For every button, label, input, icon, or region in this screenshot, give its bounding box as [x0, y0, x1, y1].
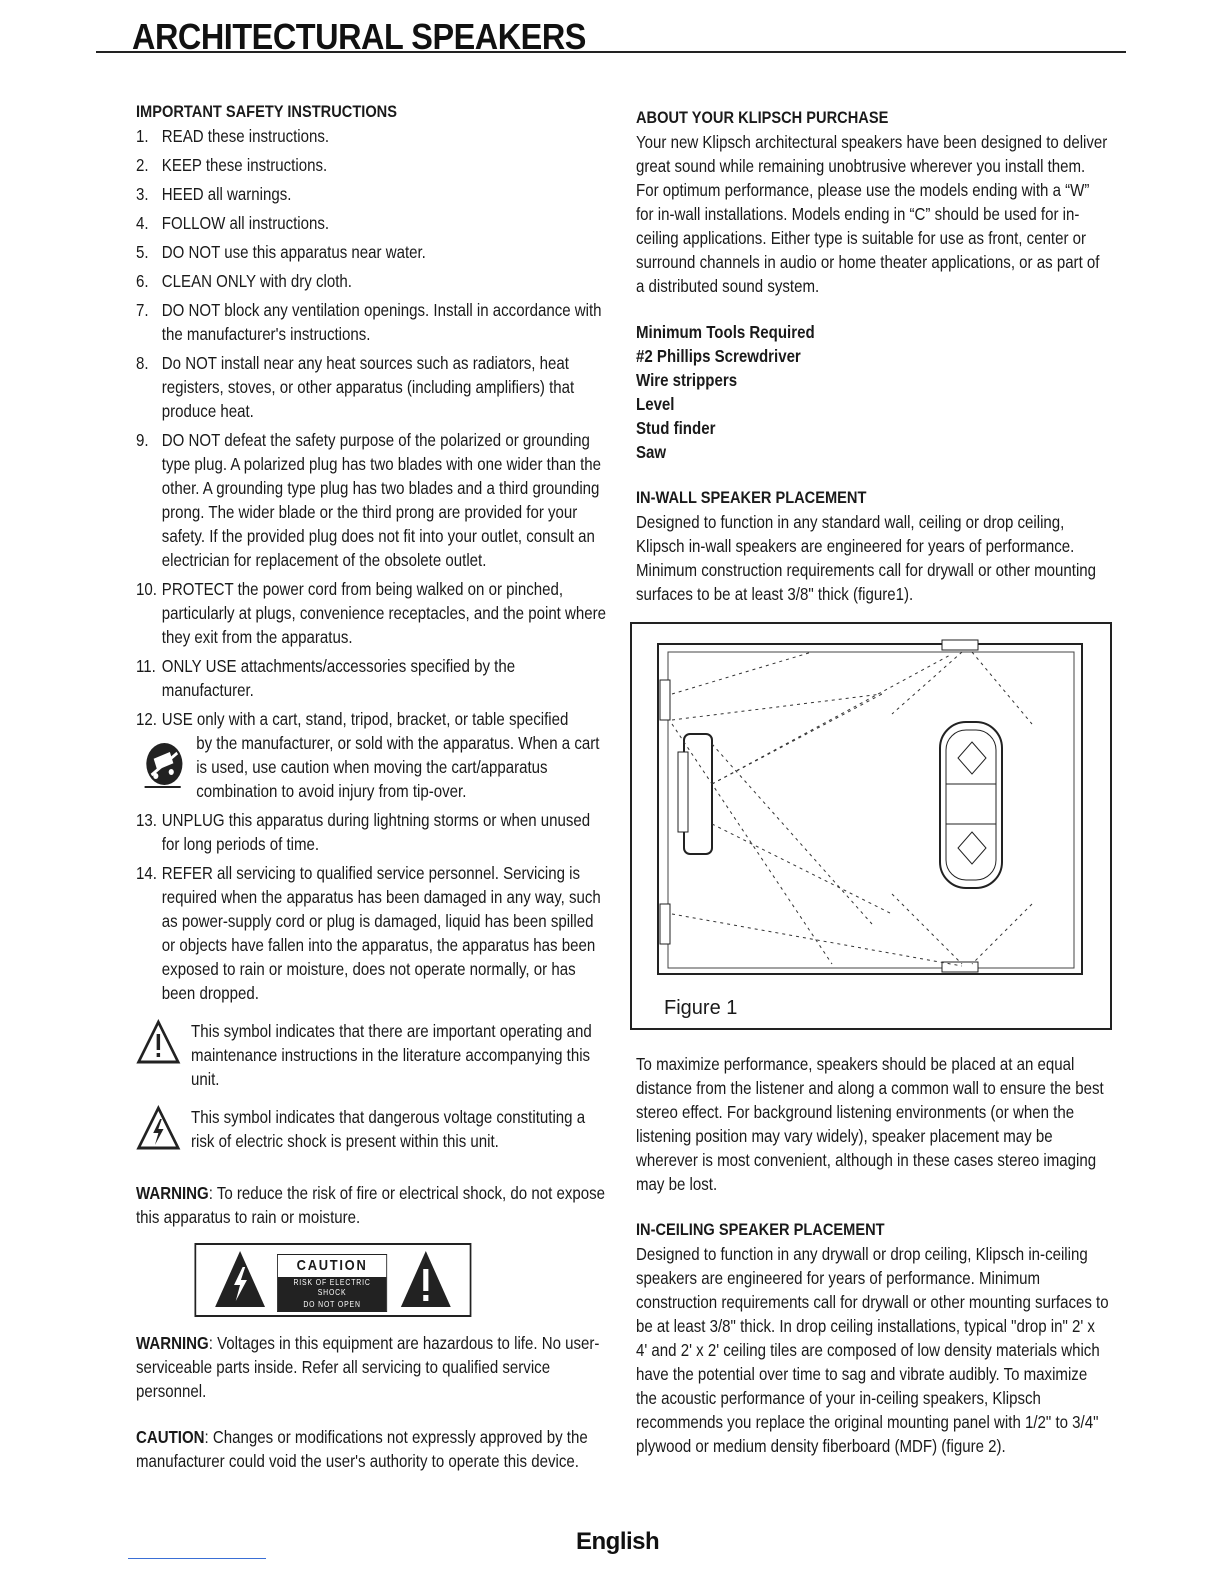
warning-triangle-icon — [136, 1019, 191, 1091]
list-item: Level — [636, 394, 675, 414]
list-item: Stud finder — [636, 418, 716, 438]
symbol-bolt-text: This symbol indicates that dangerous voltage constituting a risk of electric shock is present within this unit. — [191, 1107, 586, 1151]
inwall-text: Designed to function in any standard wall, ceiling or drop ceiling, Klipsch in-wall speakers are engineered for years of performance. Minimum construction requirements call for drywall or other mounting surfaces to be at least 3/8" thick (figure1). — [636, 512, 1097, 604]
footer-rule — [128, 1558, 266, 1559]
electric-shock-triangle-icon — [136, 1105, 191, 1157]
page-title: ARCHITECTURAL SPEAKERS — [132, 16, 586, 57]
list-item: 9. DO NOT defeat the safety purpose of the polarized or grounding type plug. A polarized plug has two blades with one wider than the other. A grounding type plug has two blades and a third grounding prong. The wider blade or the third prong are provided for your safety. If the provided plug does not fit into your outlet, consult an electrician for replacement of the obsolete outlet. — [136, 430, 602, 570]
about-text: Your new Klipsch architectural speakers have been designed to deliver great sound while remaining unobtrusive wherever you install them. For optimum performance, please use the models ending with a “W” for in-wall installations. Models ending in “C” should be used for in-ceiling applications. Either type is suitable for use as front, center or surround channels in audio or home theater applications, or as part of a distributed sound system. — [636, 132, 1108, 296]
item12-continued: by the manufacturer, or sold with the apparatus. When a cart is used, use caution when moving the cart/apparatus combination to avoid injury from tip-over. — [196, 733, 600, 801]
figure-1 — [630, 622, 1112, 1030]
list-item: 10. PROTECT the power cord from being walked on or pinched, particularly at plugs, convenience receptacles, and the point where they exit from the apparatus. — [136, 579, 607, 647]
right-column — [636, 100, 1111, 606]
list-item: #2 Phillips Screwdriver — [636, 346, 801, 366]
right-column-lower — [636, 1052, 1111, 1458]
safety-list — [136, 124, 610, 1005]
list-item: 14. REFER all servicing to qualified service personnel. Servicing is required when the apparatus has been damaged in any way, such as power-supply cord or plug is damaged, liquid has been spilled or objects have fallen into the apparatus, the apparatus has been exposed to rain or moisture, does not operate normally, or has been dropped. — [136, 863, 601, 1003]
footer-language: English — [576, 1528, 660, 1555]
symbol-exclaim-text: This symbol indicates that there are important operating and maintenance instructions in the literature accompanying this unit. — [191, 1021, 592, 1089]
placement-text: To maximize performance, speakers should be placed at an equal distance from the listener and along a common wall to ensure the best stereo effect. For background listening environments (or when the listening position may vary widely), speaker placement may be wherever is most convenient, although in these cases stereo imaging may be lost. — [636, 1054, 1104, 1194]
list-item: 11. ONLY USE attachments/accessories specified by the manufacturer. — [136, 656, 516, 700]
list-item: 2. KEEP these instructions. — [136, 155, 328, 175]
left-column — [136, 100, 611, 1473]
list-item: 13. UNPLUG this apparatus during lightning storms or when unused for long periods of time. — [136, 810, 591, 854]
caution-label-box — [194, 1243, 471, 1317]
list-item: 6. CLEAN ONLY with dry cloth. — [136, 271, 352, 291]
safety-heading: IMPORTANT SAFETY INSTRUCTIONS — [136, 102, 398, 121]
list-item: 12. USE only with a cart, stand, tripod, bracket, or table specified by the manufacturer, or sold with the apparatus. When a cart is used, use caution when moving the cart/apparatus combination to avoid injury from tip-over. — [136, 707, 610, 803]
shock-triangle-icon — [213, 1249, 266, 1309]
list-item: 3. HEED all warnings. — [136, 184, 292, 204]
exclamation-triangle-icon — [399, 1249, 452, 1309]
list-item: 5. DO NOT use this apparatus near water. — [136, 242, 426, 262]
title-rule — [96, 51, 1126, 53]
list-item: 7. DO NOT block any ventilation openings. Install in accordance with the manufacturer's instructions. — [136, 300, 602, 344]
symbol-bolt-row — [136, 1105, 610, 1157]
figure-caption: Figure 1 — [664, 997, 738, 1019]
inwall-heading: IN-WALL SPEAKER PLACEMENT — [636, 488, 867, 507]
list-item: Wire strippers — [636, 370, 738, 390]
tools-list — [636, 320, 1110, 464]
list-item: Saw — [636, 442, 667, 462]
symbol-exclaim-row — [136, 1019, 610, 1091]
list-item: 1. READ these instructions. — [136, 126, 330, 146]
tools-heading: Minimum Tools Required — [636, 322, 815, 342]
inceiling-text: Designed to function in any drywall or drop ceiling, Klipsch in-ceiling speakers are engineered for years of performance. Minimum construction requirements call for drywall or other mounting surfaces to be at least 3/8" thick. In drop ceiling installations, typical "drop in" 2' x 4' and 2' x 2' ceiling tiles are composed of low density materials which have the potential over time to sag and vibrate audibly. To maximize the acoustic performance of your in-ceiling speakers, Klipsch recommends you replace the original mounting panel with 1/2" to 3/4" plywood or medium density fiberboard (MDF) (figure 2). — [636, 1244, 1109, 1456]
cart-warning-icon — [136, 731, 196, 803]
caution-sign: CAUTION RISK OF ELECTRIC SHOCK DO NOT OPEN — [277, 1254, 387, 1312]
inceiling-heading: IN-CEILING SPEAKER PLACEMENT — [636, 1220, 885, 1239]
list-item: 8. Do NOT install near any heat sources such as radiators, heat registers, stoves, or other apparatus (including amplifiers) that produce heat. — [136, 353, 575, 421]
room-layout-diagram — [632, 624, 1110, 1028]
about-heading: ABOUT YOUR KLIPSCH PURCHASE — [636, 108, 889, 127]
caution-modifications: CAUTION: Changes or modifications not expressly approved by the manufacturer could void the user's authority to operate this device. — [136, 1427, 588, 1471]
list-item: 4. FOLLOW all instructions. — [136, 213, 330, 233]
warning-voltage: WARNING: Voltages in this equipment are hazardous to life. No user-serviceable parts inside. Refer all servicing to qualified service personnel. — [136, 1333, 600, 1401]
warning-fire: WARNING: To reduce the risk of fire or electrical shock, do not expose this apparatus to rain or moisture. — [136, 1183, 605, 1227]
